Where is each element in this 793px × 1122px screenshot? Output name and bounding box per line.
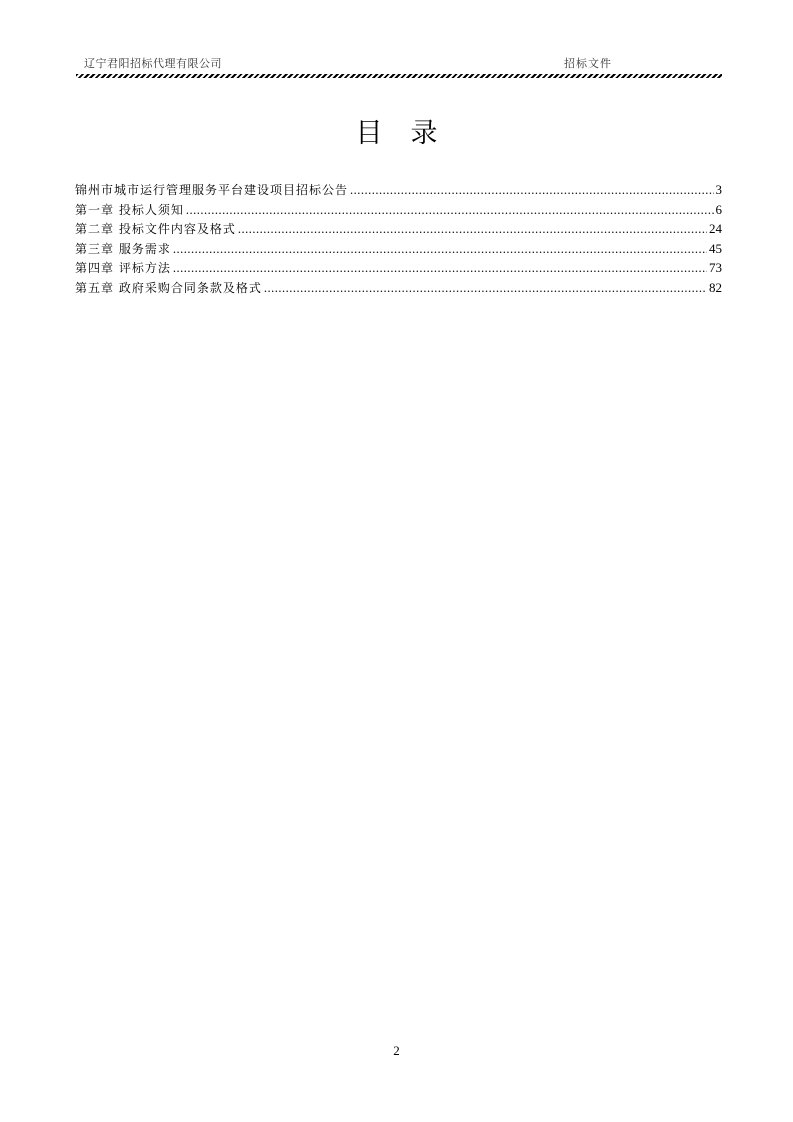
toc-entry-page: 73 [709,260,722,276]
header-divider [76,74,722,78]
toc-dot-leader [264,279,707,299]
toc-entry-label: 锦州市城市运行管理服务平台建设项目招标公告 [75,183,349,197]
toc-entry-page: 24 [709,221,722,237]
toc-entry-label: 第五章 政府采购合同条款及格式 [75,280,262,295]
header-company-name: 辽宁君阳招标代理有限公司 [84,57,222,70]
toc-entry-page: 45 [709,240,722,256]
header-document-type: 招标文件 [564,57,612,70]
toc-entry-page: 3 [715,182,722,197]
toc-entry-chapter-2[interactable] [75,219,722,239]
toc-entry-chapter-4[interactable] [75,258,722,278]
toc-entry-label: 第二章 投标文件内容及格式 [75,222,236,237]
toc-dot-leader [238,220,707,240]
table-of-contents [75,180,722,298]
toc-dot-leader [350,181,713,201]
toc-dot-leader [173,259,707,279]
page-header [76,57,722,71]
toc-entry-announcement[interactable] [75,180,722,200]
toc-entry-label: 第三章 服务需求 [75,241,171,256]
toc-dot-leader [173,240,707,260]
toc-entry-chapter-1[interactable] [75,200,722,220]
toc-entry-page: 82 [709,279,722,295]
toc-entry-label: 第一章 投标人须知 [75,202,184,217]
toc-dot-leader [186,201,714,221]
toc-title: 目录 [355,118,466,150]
toc-entry-label: 第四章 评标方法 [75,261,171,276]
toc-entry-chapter-3[interactable] [75,239,722,259]
page-number: 2 [393,1043,400,1058]
toc-entry-page: 6 [715,201,722,217]
toc-entry-chapter-5[interactable] [75,278,722,298]
